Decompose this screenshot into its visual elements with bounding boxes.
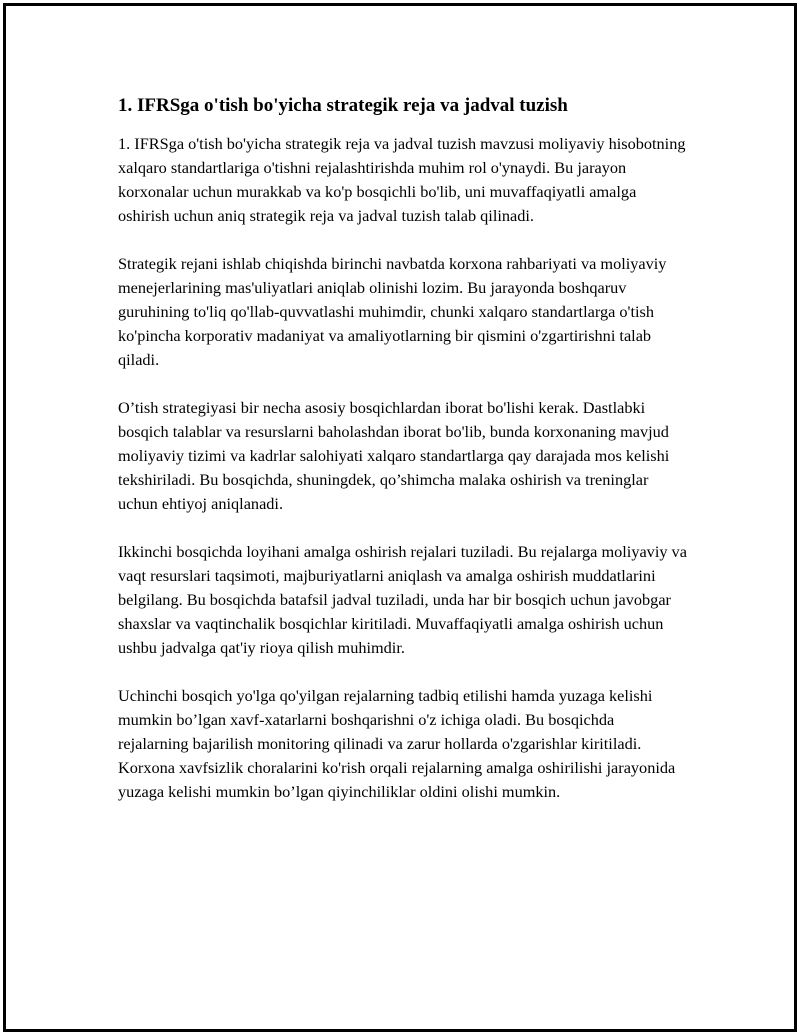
paragraph-5: Uchinchi bosqich yo'lga qo'yilgan rejalarning tadbiq etilishi hamda yuzaga kelishi mumkin bo’lgan xavf-xatarlarni boshqarishni o'z ichiga oladi. Bu bosqichda rejalarning bajarilish monitoring qilinadi va zarur hollarda o'zgarishlar kiritiladi. Korxona xavfsizlik choralarini ko'rish orqali rejalarning amalga oshirilishi jarayonida yuzaga kelishi mumkin bo’lgan qiyinchiliklar oldini olishi mumkin. — [118, 686, 676, 801]
document-body — [118, 93, 688, 828]
document-title: 1. IFRSga o'tish bo'yicha strategik reja va jadval tuzish — [118, 95, 568, 116]
paragraph-3: O’tish strategiyasi bir necha asosiy bosqichlardan iborat bo'lishi kerak. Dastlabki bosqich talablar va resurslarni baholashdan iborat bo'lib, bunda korxonaning mavjud moliyaviy tizimi va kadrlar salohiyati xalqaro standartlarga qay darajada mos kelishi tekshiriladi. Bu bosqichda, shuningdek, qo’shimcha malaka oshirish va treninglar uchun ehtiyoj aniqlanadi. — [118, 398, 670, 513]
paragraph-1: 1. IFRSga o'tish bo'yicha strategik reja va jadval tuzish mavzusi moliyaviy hisobotning xalqaro standartlariga o'tishni rejalashtirishda muhim rol o'ynaydi. Bu jarayon korxonalar uchun murakkab va ko'p bosqichli bo'lib, uni muvaffaqiyatli amalga oshirish uchun aniq strategik reja va jadval tuzish talab qilinadi. — [118, 134, 686, 225]
paragraph-4: Ikkinchi bosqichda loyihani amalga oshirish rejalari tuziladi. Bu rejalarga moliyaviy va vaqt resurslari taqsimoti, majburiyatlarni aniqlash va amalga oshirish muddatlarini belgilang. Bu bosqichda batafsil jadval tuziladi, unda har bir bosqich uchun javobgar shaxslar va vaqtinchalik bosqichlar kiritiladi. Muvaffaqiyatli amalga oshirish uchun ushbu jadvalga qat'iy rioya qilish muhimdir. — [118, 542, 687, 657]
paragraph-2: Strategik rejani ishlab chiqishda birinchi navbatda korxona rahbariyati va moliyaviy menejerlarining mas'uliyatlari aniqlab olinishi lozim. Bu jarayonda boshqaruv guruhining to'liq qo'llab-quvvatlashi muhimdir, chunki xalqaro standartlarga o'tish ko'pincha korporativ madaniyat va amaliyotlarning bir qismini o'zgartirishni talab qiladi. — [118, 254, 667, 369]
